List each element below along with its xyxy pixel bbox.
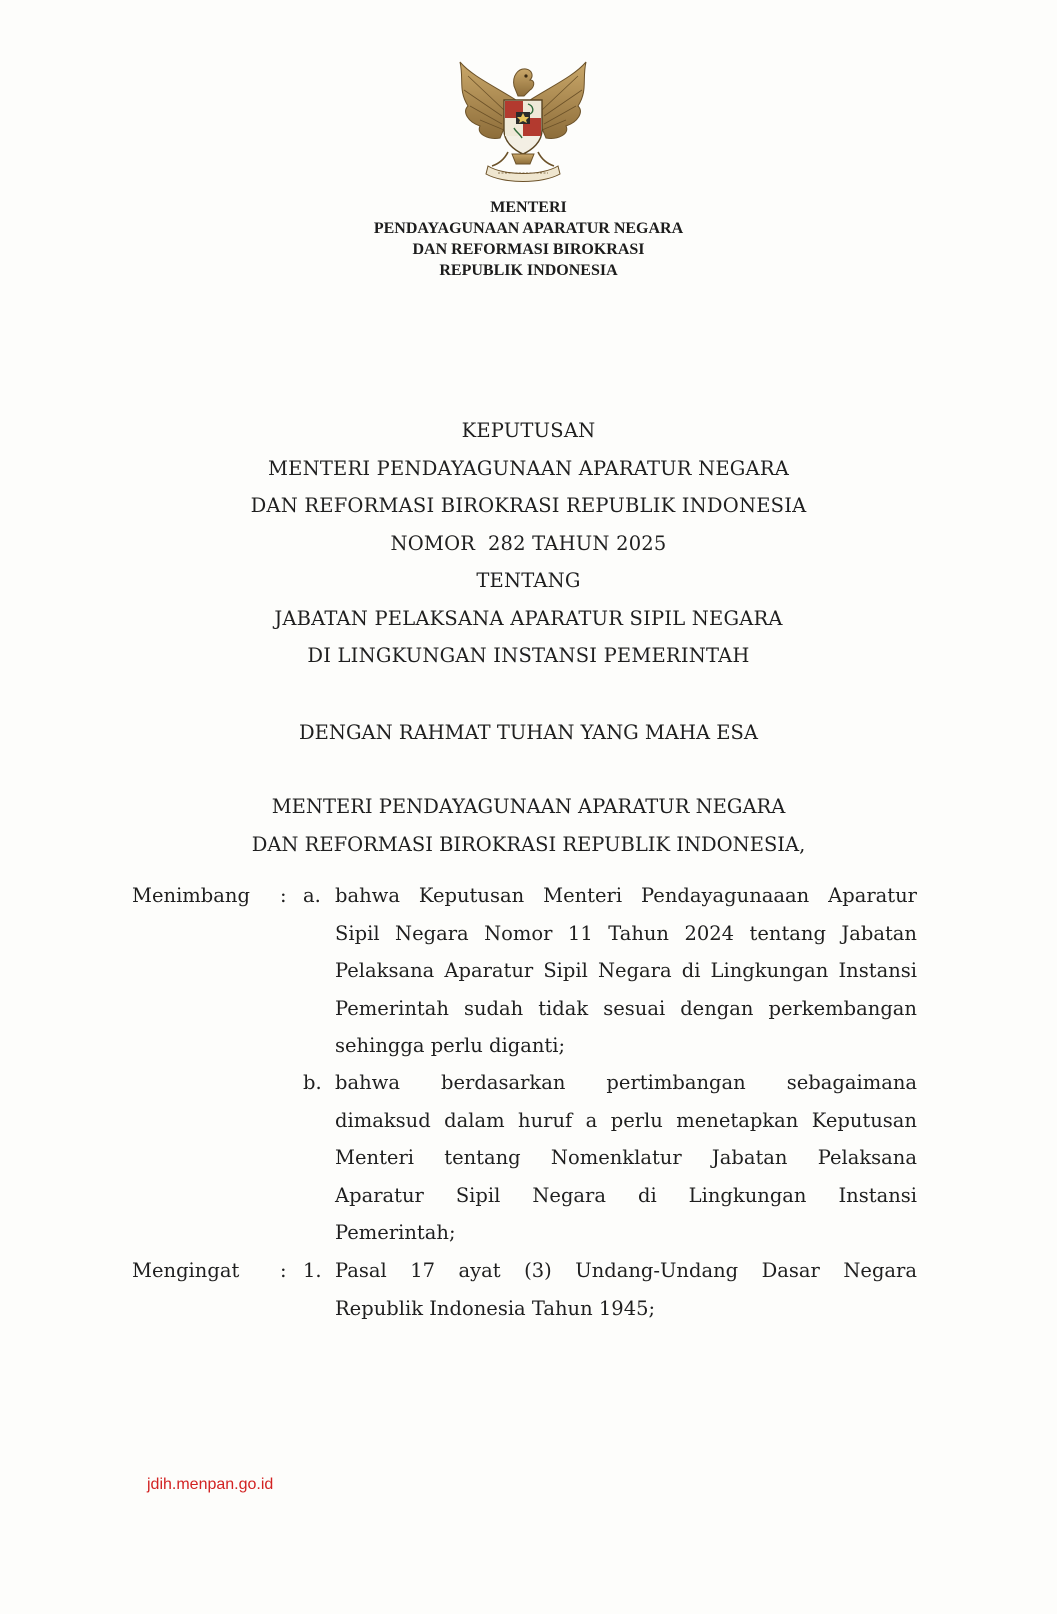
letterhead-line: REPUBLIK INDONESIA — [439, 262, 618, 279]
text-line: dimaksud dalam huruf a perlu menetapkan Keputusan — [335, 1108, 917, 1132]
menimbang-label: Menimbang — [132, 884, 250, 907]
mengingat-label: Mengingat — [132, 1259, 240, 1282]
text-line: Aparatur Sipil Negara di Lingkungan Instansi — [335, 1183, 917, 1207]
text-line: Pemerintah; — [335, 1221, 456, 1244]
menimbang-colon: : — [280, 884, 287, 907]
title-line: DAN REFORMASI BIROKRASI REPUBLIK INDONESIA — [250, 494, 807, 517]
menimbang-item-b — [335, 1064, 917, 1252]
text-line: Republik Indonesia Tahun 1945; — [335, 1296, 656, 1320]
minister-line: DAN REFORMASI BIROKRASI REPUBLIK INDONESIA, — [251, 832, 806, 856]
title-line: MENTERI PENDAYAGUNAAN APARATUR NEGARA — [267, 456, 789, 480]
title-line: JABATAN PELAKSANA APARATUR SIPIL NEGARA — [274, 606, 783, 630]
menimbang-item-a — [335, 877, 917, 1065]
title-line: KEPUTUSAN — [461, 419, 596, 442]
text-line: Pasal 17 ayat (3) Undang-Undang Dasar Negara — [335, 1259, 917, 1282]
minister-heading — [0, 788, 1057, 863]
title-line: NOMOR 282 TAHUN 2025 — [390, 531, 667, 555]
menimbang-item-mark: a. — [303, 884, 321, 907]
garuda-emblem-icon — [454, 56, 592, 186]
letterhead-line: DAN REFORMASI BIROKRASI — [412, 241, 645, 258]
text-line: bahwa Keputusan Menteri Pendayagunaaan Aparatur — [335, 884, 917, 907]
jdih-link[interactable]: jdih.menpan.go.id — [147, 1476, 274, 1493]
title-line: TENTANG — [476, 569, 581, 592]
letterhead-line: PENDAYAGUNAAN APARATUR NEGARA — [373, 220, 684, 237]
menimbang-item-mark: b. — [303, 1071, 322, 1094]
mengingat-item-1 — [335, 1252, 917, 1327]
letterhead — [0, 197, 1057, 281]
blessing-line: DENGAN RAHMAT TUHAN YANG MAHA ESA — [299, 721, 758, 744]
text-line: Menteri tentang Nomenklatur Jabatan Pelaksana — [335, 1146, 917, 1169]
text-line: bahwa berdasarkan pertimbangan sebagaimana — [335, 1071, 917, 1094]
title-line: DI LINGKUNGAN INSTANSI PEMERINTAH — [307, 644, 750, 667]
text-line: sehingga perlu diganti; — [335, 1034, 566, 1057]
text-line: Pelaksana Aparatur Sipil Negara di Lingkungan Instansi — [335, 959, 917, 982]
mengingat-colon: : — [280, 1259, 287, 1282]
letterhead-line: MENTERI — [490, 199, 567, 216]
mengingat-item-mark: 1. — [303, 1259, 322, 1282]
text-line: Sipil Negara Nomor 11 Tahun 2024 tentang Jabatan — [335, 921, 917, 945]
decree-title — [0, 412, 1057, 675]
minister-line: MENTERI PENDAYAGUNAAN APARATUR NEGARA — [271, 795, 786, 818]
text-line: Pemerintah sudah tidak sesuai dengan perkembangan — [335, 996, 917, 1020]
